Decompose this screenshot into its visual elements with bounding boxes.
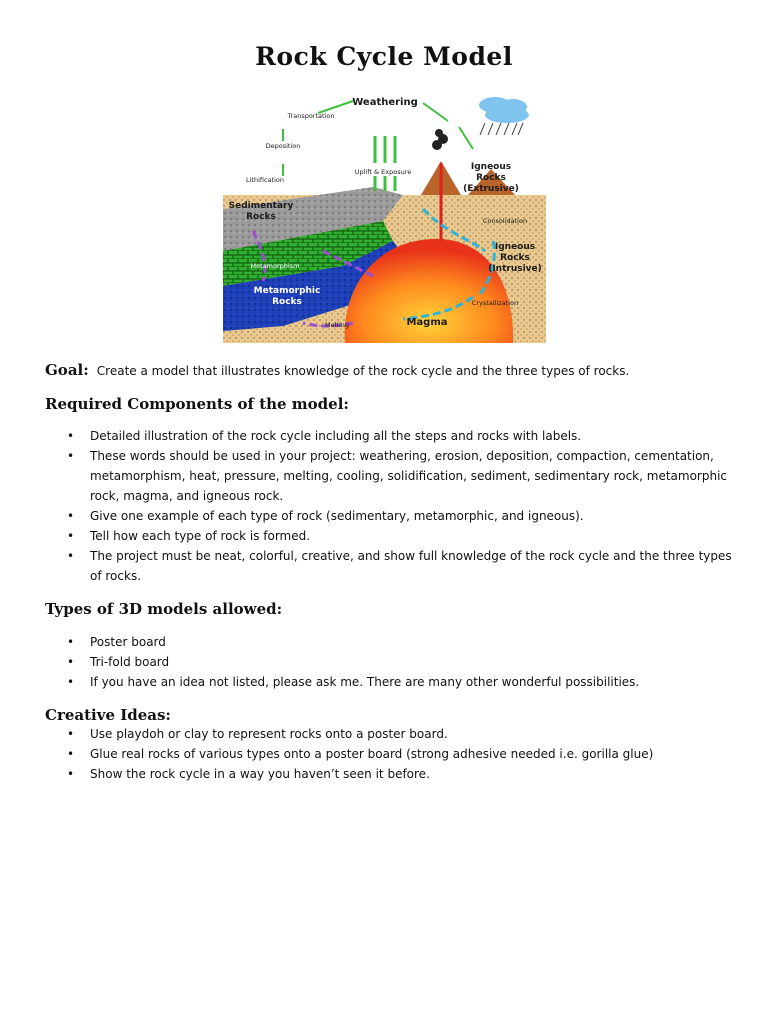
page-title: Rock Cycle Model <box>255 42 513 71</box>
rock-cycle-illustration <box>223 91 546 343</box>
label-weathering: Weathering <box>352 97 418 108</box>
list-item: • Glue real rocks of various types onto a poster board (strong adhesive needed i.e. gorilla glue) <box>45 744 735 764</box>
bullet: • <box>67 509 75 523</box>
list-item: • Tell how each type of rock is formed. <box>45 526 735 546</box>
label-consolidation: Consolidation <box>482 217 528 225</box>
models-list <box>45 632 735 692</box>
label-igneous-extrusive-3: (Extrusive) <box>463 184 519 194</box>
bullet: • <box>67 635 75 649</box>
label-magma: Magma <box>406 317 448 328</box>
list-item: • The project must be neat, colorful, creative, and show full knowledge of the rock cycle and the three types of rocks. <box>45 546 735 586</box>
bullet: • <box>67 529 75 543</box>
bullet: • <box>67 429 75 443</box>
bullet: • <box>67 549 75 563</box>
list-item: • Detailed illustration of the rock cycle including all the steps and rocks with labels. <box>45 426 735 446</box>
label-metamorphic-2: Rocks <box>272 297 302 307</box>
label-melting: Melting <box>324 321 350 329</box>
bullet: • <box>67 727 75 741</box>
bullet: • <box>67 655 75 669</box>
list-item: • If you have an idea not listed, please ask me. There are many other wonderful possibilities. <box>45 672 735 692</box>
label-transportation: Transportation <box>287 112 335 120</box>
goal-label: Goal: <box>45 361 89 379</box>
bullet: • <box>67 747 75 761</box>
label-igneous-intrusive-2: Rocks <box>500 253 530 263</box>
bullet: • <box>67 675 75 689</box>
label-sedimentary-1: Sedimentary <box>228 201 294 211</box>
goal-paragraph <box>45 361 735 380</box>
label-metamorphic-1: Metamorphic <box>253 286 321 296</box>
required-list <box>45 426 735 586</box>
rock-cycle-diagram <box>223 91 546 343</box>
label-sedimentary-2: Rocks <box>246 212 276 222</box>
list-item: • These words should be used in your project: weathering, erosion, deposition, compaction, cementation, metamorphism, heat, pressure, melting, cooling, solidification, sediment, sedimentary rock, metamorphic rock, magma, and igneous rock. <box>45 446 735 506</box>
list-item: • Tri-fold board <box>45 652 735 672</box>
label-igneous-extrusive-1: Igneous <box>470 162 512 172</box>
label-crystallization: Crystallization <box>471 299 519 307</box>
label-lithification: Lithification <box>245 176 285 184</box>
list-item: • Give one example of each type of rock (sedimentary, metamorphic, and igneous). <box>45 506 735 526</box>
goal-text: Create a model that illustrates knowledge of the rock cycle and the three types of rocks. <box>96 364 630 378</box>
list-item: • Poster board <box>45 632 735 652</box>
creative-heading: Creative Ideas: <box>45 706 171 724</box>
models-heading: Types of 3D models allowed: <box>45 600 283 618</box>
label-metamorphism: Metamorphism <box>250 262 300 270</box>
list-item: • Show the rock cycle in a way you haven’t seen it before. <box>45 764 735 784</box>
list-item: • Use playdoh or clay to represent rocks onto a poster board. <box>45 724 735 744</box>
bullet: • <box>67 449 75 463</box>
label-igneous-intrusive-1: Igneous <box>494 242 536 252</box>
required-heading: Required Components of the model: <box>45 395 349 413</box>
creative-list <box>45 724 735 784</box>
bullet: • <box>67 767 75 781</box>
label-uplift: Uplift & Exposure <box>354 168 412 176</box>
label-igneous-extrusive-2: Rocks <box>476 173 506 183</box>
label-deposition: Deposition <box>265 142 301 150</box>
label-igneous-intrusive-3: (Intrusive) <box>488 264 542 274</box>
